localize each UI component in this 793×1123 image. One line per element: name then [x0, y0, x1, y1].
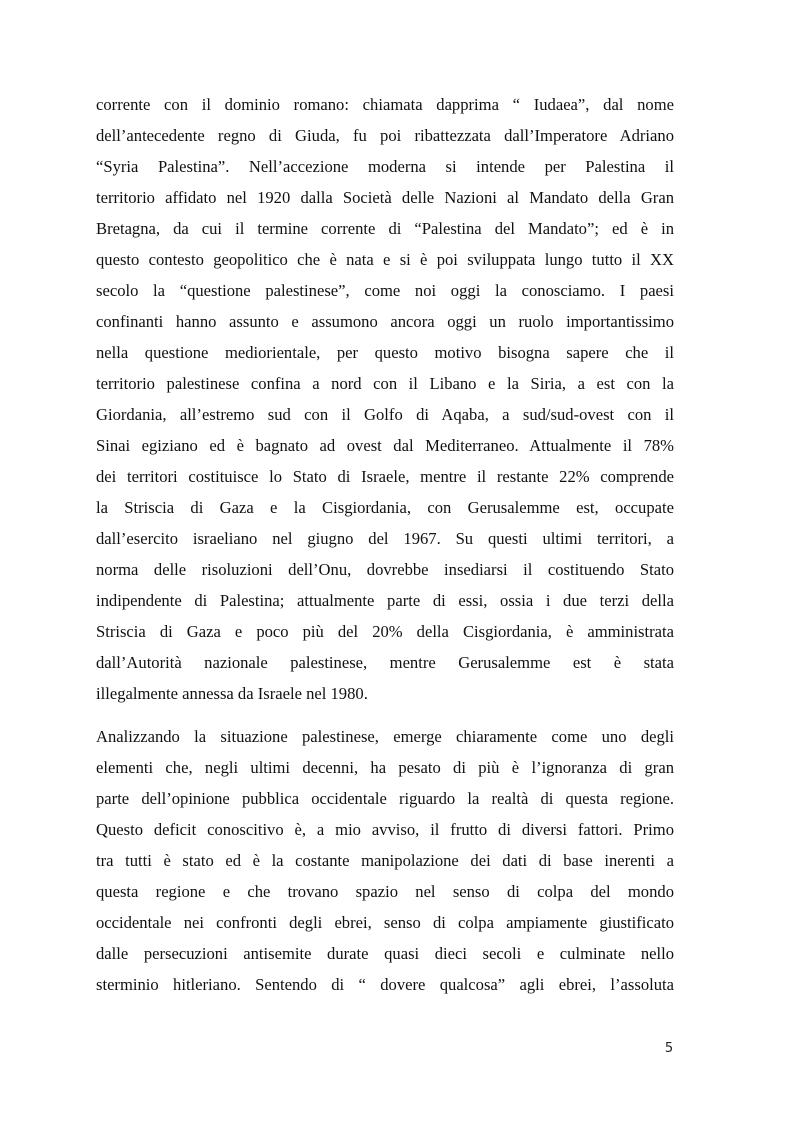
- text-line: elementi che, negli ultimi decenni, ha pesato di più è l’ignoranza di gran: [96, 758, 674, 777]
- text-line: Analizzando la situazione palestinese, emerge chiaramente come uno degli: [96, 727, 674, 746]
- paragraph-1: [96, 89, 674, 709]
- text-line: illegalmente annessa da Israele nel 1980.: [96, 684, 368, 703]
- text-line: territorio palestinese confina a nord con il Libano e la Siria, a est con la: [96, 374, 674, 393]
- text-line: “Syria Palestina”. Nell’accezione moderna si intende per Palestina il: [96, 157, 674, 176]
- text-line: questa regione e che trovano spazio nel senso di colpa del mondo: [96, 882, 674, 901]
- text-line: norma delle risoluzioni dell’Onu, dovrebbe insediarsi il costituendo Stato: [96, 560, 674, 579]
- text-line: la Striscia di Gaza e la Cisgiordania, con Gerusalemme est, occupate: [96, 498, 674, 517]
- text-line: dell’antecedente regno di Giuda, fu poi ribattezzata dall’Imperatore Adriano: [96, 126, 674, 145]
- text-line: nella questione mediorientale, per questo motivo bisogna sapere che il: [96, 343, 674, 362]
- text-line: sterminio hitleriano. Sentendo di “ dovere qualcosa” agli ebrei, l’assoluta: [96, 975, 674, 994]
- text-line: confinanti hanno assunto e assumono ancora oggi un ruolo importantissimo: [96, 312, 674, 331]
- text-line: Striscia di Gaza e poco più del 20% della Cisgiordania, è amministrata: [96, 622, 674, 641]
- text-line: tra tutti è stato ed è la costante manipolazione dei dati di base inerenti a: [96, 851, 674, 870]
- page-number: 5: [664, 1041, 674, 1056]
- text-line: Giordania, all’estremo sud con il Golfo di Aqaba, a sud/sud-ovest con il: [96, 405, 674, 424]
- text-line: parte dell’opinione pubblica occidentale riguardo la realtà di questa regione.: [96, 789, 674, 808]
- text-line: occidentale nei confronti degli ebrei, senso di colpa ampiamente giustificato: [96, 913, 674, 932]
- text-line: dall’Autorità nazionale palestinese, mentre Gerusalemme est è stata: [96, 653, 674, 672]
- text-line: dall’esercito israeliano nel giugno del 1967. Su questi ultimi territori, a: [96, 529, 674, 548]
- text-line: territorio affidato nel 1920 dalla Società delle Nazioni al Mandato della Gran: [96, 188, 674, 207]
- text-line: dei territori costituisce lo Stato di Israele, mentre il restante 22% comprende: [96, 467, 674, 486]
- paragraph-2: [96, 721, 674, 1000]
- text-line: dalle persecuzioni antisemite durate quasi dieci secoli e culminate nello: [96, 944, 674, 963]
- text-line: Bretagna, da cui il termine corrente di “Palestina del Mandato”; ed è in: [96, 219, 674, 238]
- text-line: corrente con il dominio romano: chiamata dapprima “ Iudaea”, dal nome: [96, 95, 674, 114]
- text-line: questo contesto geopolitico che è nata e si è poi sviluppata lungo tutto il XX: [96, 250, 674, 269]
- text-line: indipendente di Palestina; attualmente parte di essi, ossia i due terzi della: [96, 591, 674, 610]
- text-line: secolo la “questione palestinese”, come noi oggi la conosciamo. I paesi: [96, 281, 674, 300]
- text-line: Questo deficit conoscitivo è, a mio avviso, il frutto di diversi fattori. Primo: [96, 820, 674, 839]
- text-line: Sinai egiziano ed è bagnato ad ovest dal Mediterraneo. Attualmente il 78%: [96, 436, 674, 455]
- document-body: [96, 89, 674, 1000]
